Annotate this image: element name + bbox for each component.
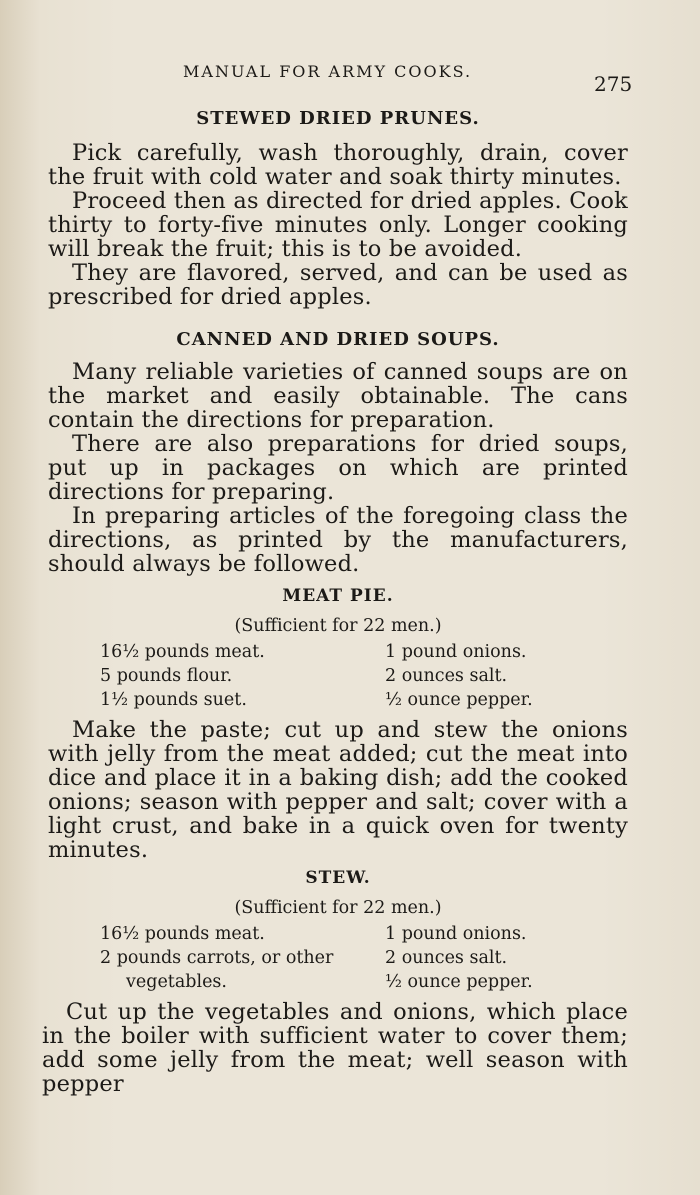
heading-meat-pie: MEAT PIE. <box>282 586 394 606</box>
page-content <box>42 104 628 1097</box>
soups-paragraph-1: Many reliable varieties of canned soups are on the market and easily obtainable. The cans contain the directions for preparation. <box>48 359 628 433</box>
ingredient-item: 1 pound onions. <box>385 642 527 662</box>
ingredient-item: 16½ pounds meat. <box>100 642 265 662</box>
prunes-paragraph-1: Pick carefully, wash thoroughly, drain, cover the fruit with cold water and soak thirty minutes. <box>48 140 628 190</box>
meat-pie-ingredients <box>100 640 628 712</box>
ingredient-item: ½ ounce pepper. <box>385 972 533 992</box>
stew-ingredients <box>100 922 628 994</box>
page-number: 275 <box>594 72 633 96</box>
ingredient-item: 2 ounces salt. <box>385 666 508 686</box>
ingredient-item: vegetables. <box>126 972 227 992</box>
heading-stewed-dried-prunes: STEWED DRIED PRUNES. <box>196 108 480 129</box>
heading-canned-dried-soups: CANNED AND DRIED SOUPS. <box>176 329 500 350</box>
ingredient-item: 5 pounds flour. <box>100 666 233 686</box>
ingredient-item: 1½ pounds suet. <box>100 690 247 710</box>
meat-pie-directions: Make the paste; cut up and stew the onions with jelly from the meat added; cut the meat into dice and place it in a baking dish; add the cooked onions; season with pepper and salt; cover with a light crust, and bake in a quick oven for twenty minutes. <box>48 717 628 863</box>
ingredient-item: 1 pound onions. <box>385 924 527 944</box>
stew-directions: Cut up the vegetables and onions, which place in the boiler with sufficient water to cover them; add some jelly from the meat; well season with pepper <box>42 999 628 1097</box>
heading-stew: STEW. <box>305 868 371 888</box>
running-head: MANUAL FOR ARMY COOKS. <box>183 62 473 81</box>
soups-paragraph-2: There are also preparations for dried soups, put up in packages on which are printed directions for preparing. <box>48 431 628 505</box>
prunes-paragraph-2: Proceed then as directed for dried apples. Cook thirty to forty-five minutes only. Longer cooking will break the fruit; this is to be avoided. <box>48 188 628 262</box>
stew-servings-note: (Sufficient for 22 men.) <box>234 898 442 918</box>
ingredient-item: 16½ pounds meat. <box>100 924 265 944</box>
prunes-paragraph-3: They are flavored, served, and can be used as prescribed for dried apples. <box>48 260 628 310</box>
ingredient-item: ½ ounce pepper. <box>385 690 533 710</box>
meat-pie-servings-note: (Sufficient for 22 men.) <box>234 616 442 636</box>
soups-paragraph-3: In preparing articles of the foregoing class the directions, as printed by the manufacturers, should always be followed. <box>48 503 628 577</box>
ingredient-item: 2 pounds carrots, or other <box>100 948 334 968</box>
ingredient-item: 2 ounces salt. <box>385 948 508 968</box>
